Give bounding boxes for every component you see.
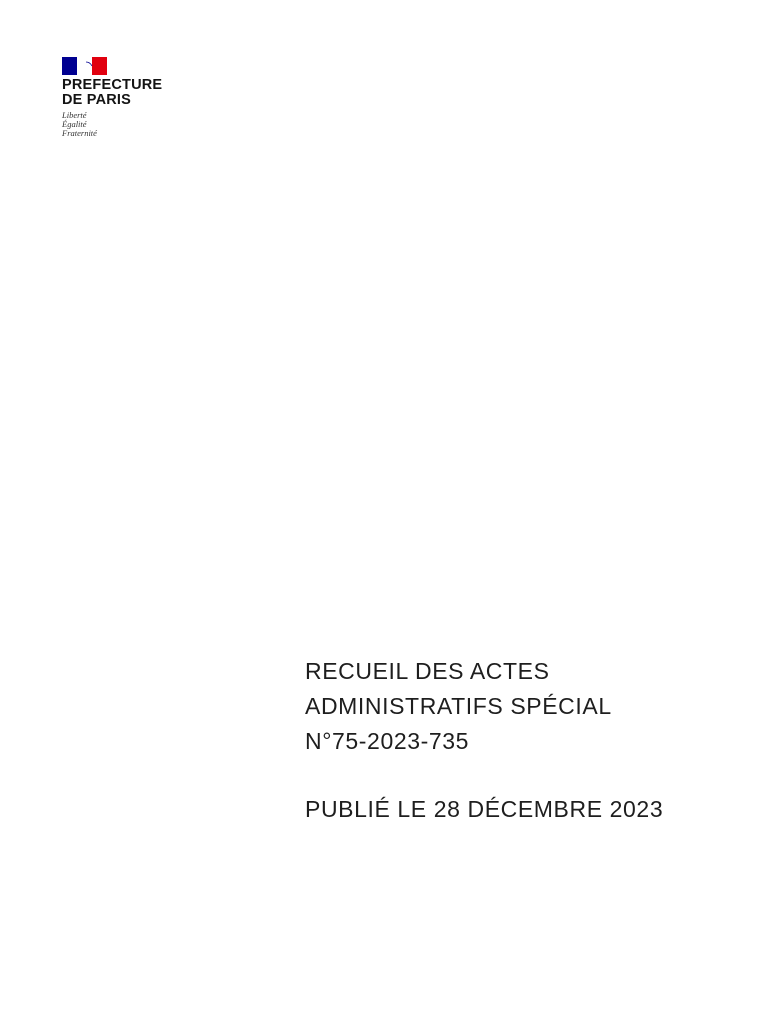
title-line-2: ADMINISTRATIFS SPÉCIAL: [305, 693, 612, 719]
republic-motto: [62, 111, 202, 139]
prefecture-name-line-1: PREFECTURE: [62, 77, 163, 93]
prefecture-name-line-2: DE PARIS: [62, 92, 132, 108]
title-line-1: RECUEIL DES ACTES: [305, 658, 550, 684]
marianne-flag-icon: [62, 57, 107, 75]
prefecture-logo: [62, 57, 202, 139]
marianne-profile-icon: [62, 57, 107, 75]
document-title: [305, 654, 745, 759]
prefecture-name: [62, 78, 202, 108]
publication-date: PUBLIÉ LE 28 DÉCEMBRE 2023: [305, 796, 664, 822]
motto-egalite: Égalité: [62, 119, 87, 130]
motto-fraternite: Fraternité: [62, 128, 97, 139]
title-line-3: N°75-2023-735: [305, 728, 470, 754]
motto-liberte: Liberté: [62, 110, 87, 120]
